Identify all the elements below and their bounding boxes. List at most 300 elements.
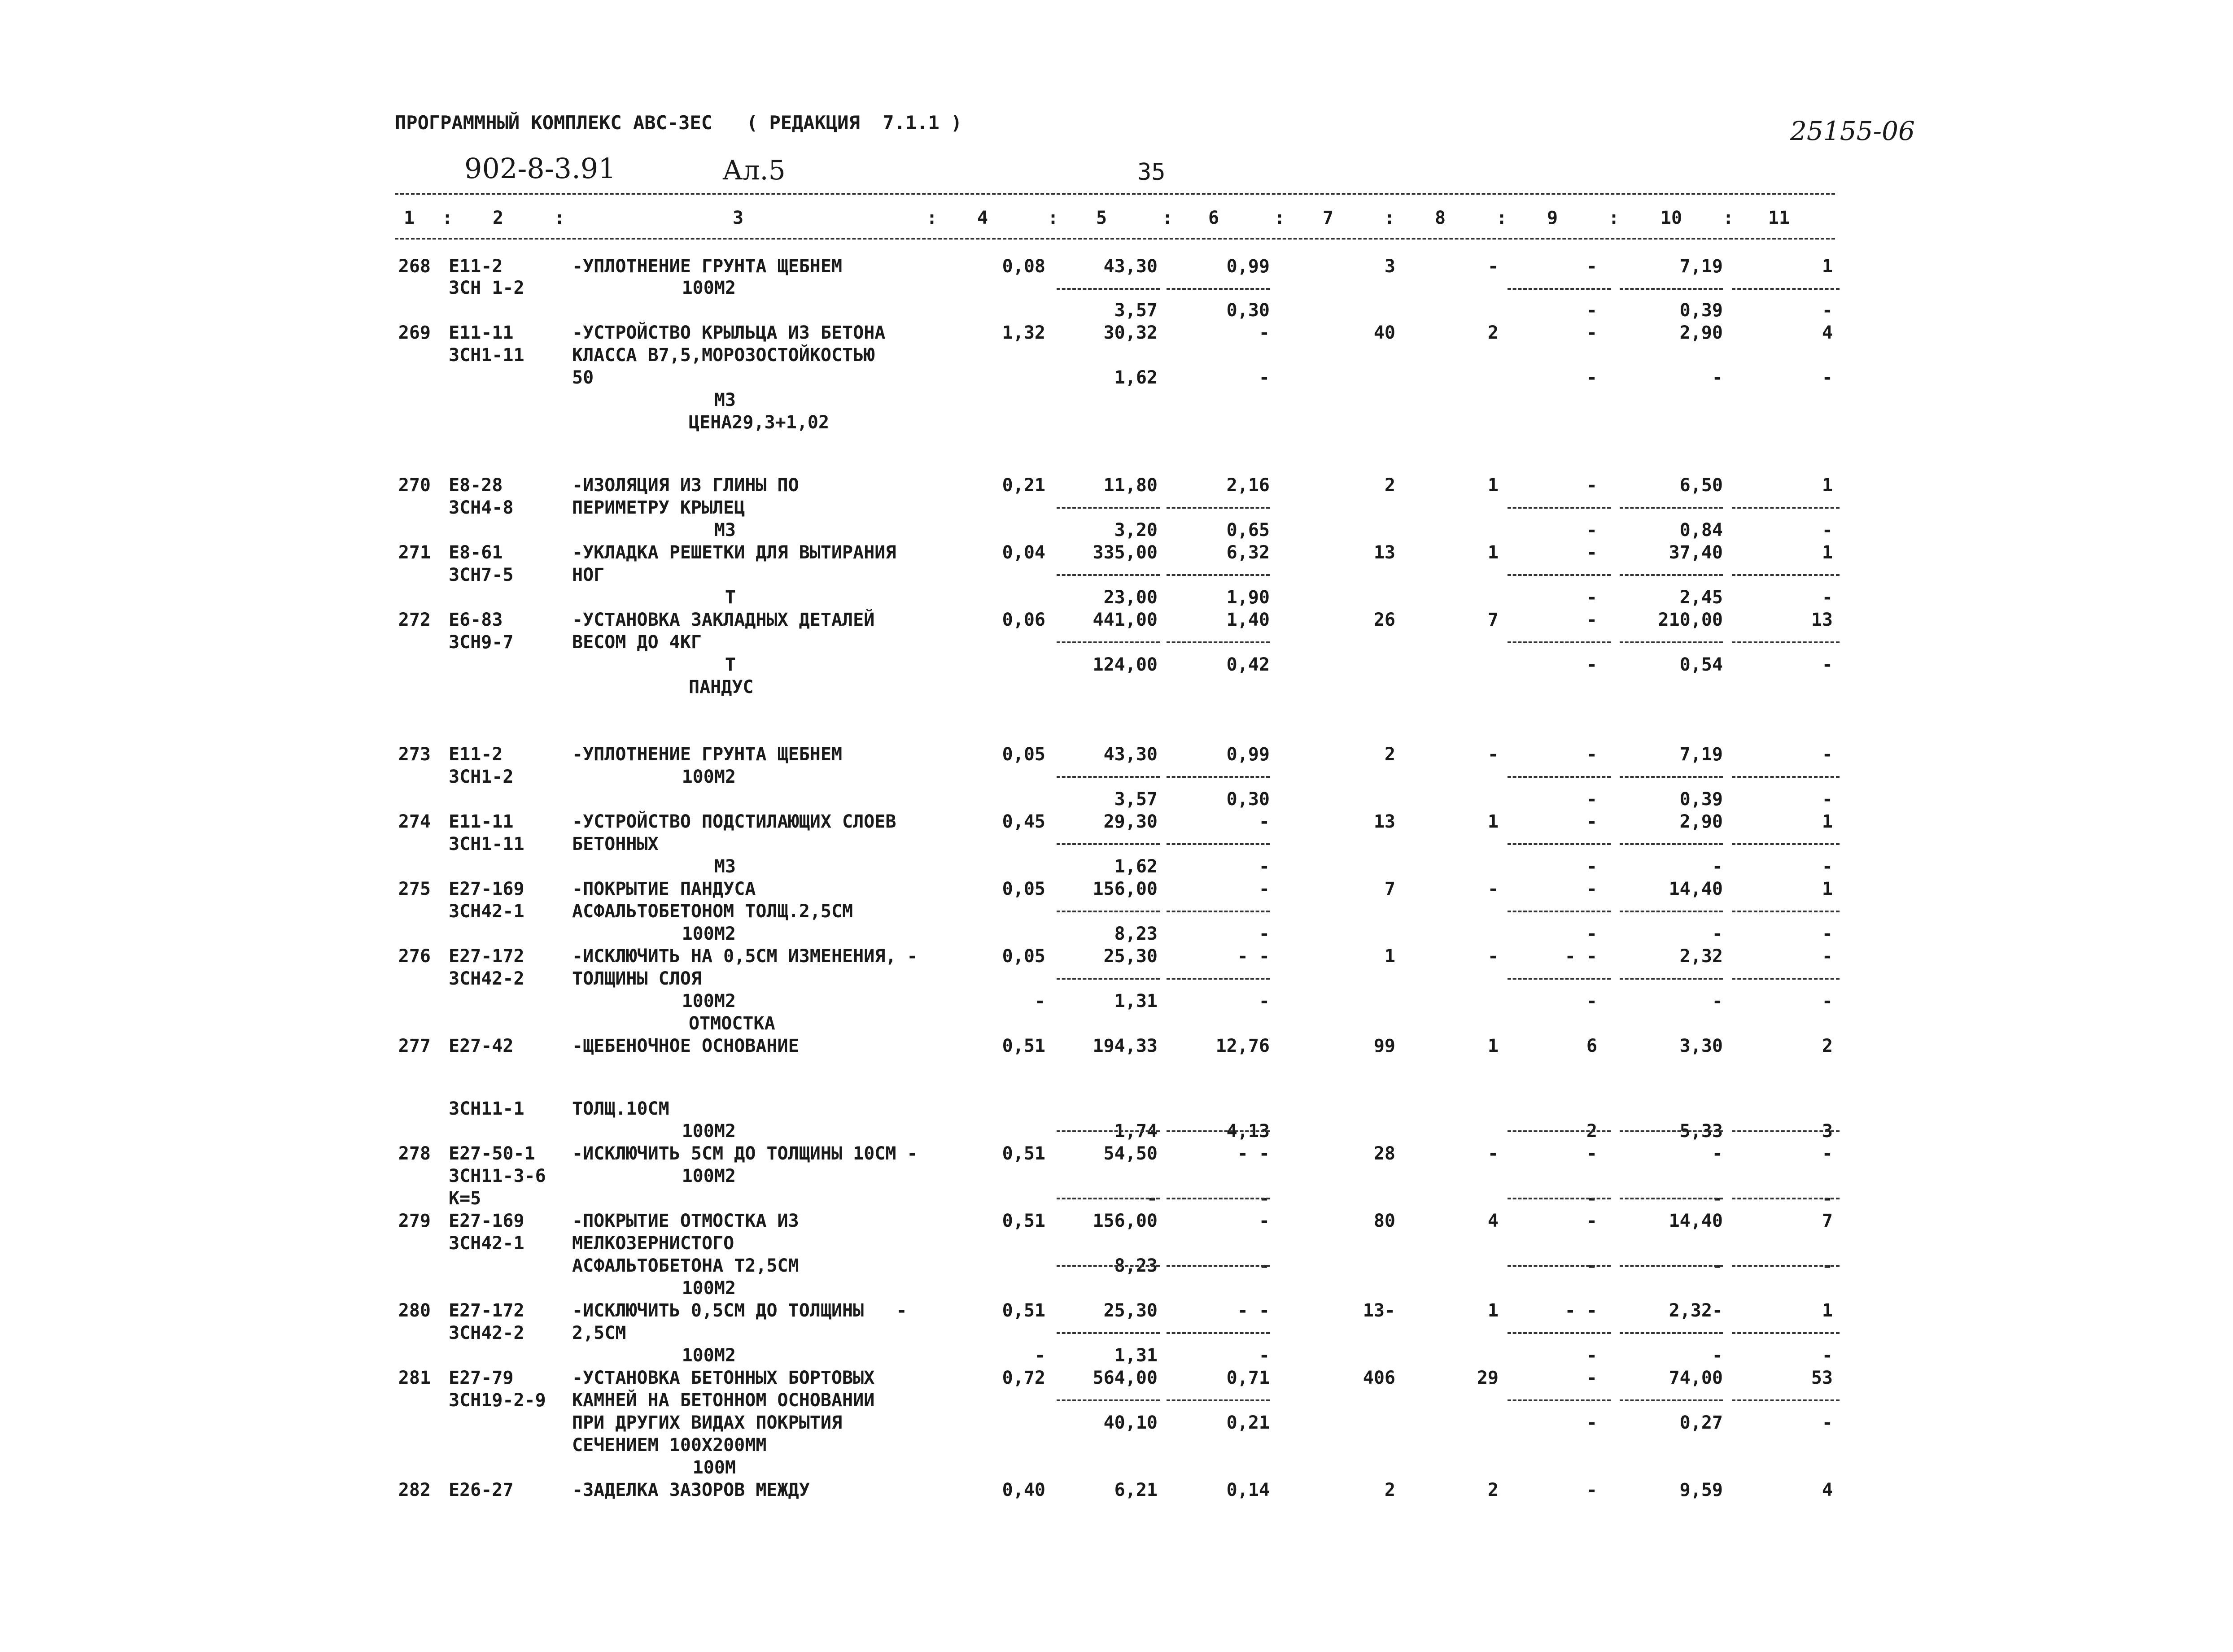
cell-c11: - <box>1822 367 1833 388</box>
cell-c6: - <box>1259 367 1270 388</box>
cell-desc: 100М2 <box>682 1345 736 1366</box>
cell-c7: 80 <box>1373 1211 1395 1231</box>
cell-c4: 0,04 <box>1002 542 1045 563</box>
row-separator <box>1732 1399 1840 1401</box>
cell-c10: 0,54 <box>1679 654 1723 675</box>
cell-c4: 0,40 <box>1002 1480 1045 1500</box>
cell-c5: 156,00 <box>1092 1211 1158 1231</box>
cell-c6: 0,99 <box>1226 256 1270 277</box>
cell-c10: 2,90 <box>1679 323 1723 343</box>
cell-c9: - <box>1586 300 1597 321</box>
cell-c10: 14,40 <box>1669 879 1723 899</box>
cell-no: 280 <box>398 1300 431 1321</box>
row-separator <box>1167 288 1270 290</box>
column-separator: : <box>1048 208 1059 228</box>
cell-c10: 37,40 <box>1669 542 1723 563</box>
cell-c5: 335,00 <box>1092 542 1158 563</box>
cell-c8: - <box>1487 256 1499 277</box>
row-separator <box>1508 1399 1611 1401</box>
cell-c9: - <box>1586 1255 1597 1276</box>
column-header-4: 4 <box>977 208 988 228</box>
cell-desc: -ЗАДЕЛКА ЗАЗОРОВ МЕЖДУ <box>572 1480 810 1500</box>
cell-c9: - <box>1586 1143 1597 1164</box>
cell-desc: НОГ <box>572 565 605 585</box>
cell-c4: - <box>1034 1345 1045 1366</box>
cell-no: 277 <box>398 1036 431 1056</box>
column-separator: : <box>1608 208 1620 228</box>
row-separator <box>1167 1198 1270 1199</box>
cell-c11: - <box>1822 1143 1833 1164</box>
cell-c9: - <box>1586 1188 1597 1209</box>
row-separator <box>1167 574 1270 576</box>
column-header-9: 9 <box>1547 208 1558 228</box>
cell-c7: 2 <box>1384 744 1395 765</box>
cell-no: 269 <box>398 323 431 343</box>
cell-c6: - - <box>1237 1143 1270 1164</box>
cell-c4: 0,51 <box>1002 1143 1045 1164</box>
cell-c6: 1,40 <box>1226 610 1270 630</box>
cell-c5: 564,00 <box>1092 1368 1158 1388</box>
cell-c9: - - <box>1564 946 1597 967</box>
row-separator <box>1508 1198 1611 1199</box>
row-separator <box>1167 843 1270 845</box>
cell-c11: 1 <box>1822 1300 1833 1321</box>
cell-c10: - <box>1712 856 1723 877</box>
cell-c6: 0,99 <box>1226 744 1270 765</box>
row-separator <box>1057 843 1160 845</box>
cell-c4: 0,08 <box>1002 256 1045 277</box>
cell-c10: - <box>1712 367 1723 388</box>
cell-code: Е27-42 <box>449 1036 514 1056</box>
cell-code: Е27-79 <box>449 1368 514 1388</box>
cell-c8: 1 <box>1487 542 1499 563</box>
cell-c9: - <box>1586 475 1597 496</box>
column-separator: : <box>1162 208 1173 228</box>
cell-c5: 156,00 <box>1092 879 1158 899</box>
cell-desc: 100М2 <box>682 278 736 298</box>
row-separator <box>1732 574 1840 576</box>
row-separator <box>1620 507 1723 509</box>
cell-c7: 13- <box>1363 1300 1395 1321</box>
cell-c8: - <box>1487 879 1499 899</box>
cell-code: 3СН42-1 <box>449 901 524 922</box>
cell-no: 273 <box>398 744 431 765</box>
cell-c9: - <box>1586 654 1597 675</box>
cell-c9: - <box>1586 323 1597 343</box>
row-separator <box>1508 288 1611 290</box>
cell-c10: 2,32- <box>1669 1300 1723 1321</box>
cell-c11: 13 <box>1811 610 1833 630</box>
cell-c4: 0,06 <box>1002 610 1045 630</box>
cell-desc: -УСТРОЙСТВО КРЫЛЬЦА ИЗ БЕТОНА <box>572 323 886 343</box>
cell-c11: 3 <box>1822 1121 1833 1142</box>
cell-code: 3СН42-1 <box>449 1233 524 1254</box>
cell-c6: - <box>1259 856 1270 877</box>
cell-desc: -УПЛОТНЕНИЕ ГРУНТА ЩЕБНЕМ <box>572 744 843 765</box>
cell-code: 3СН11-3-6 <box>449 1166 546 1186</box>
cell-c10: 6,50 <box>1679 475 1723 496</box>
cell-desc: -УСТАНОВКА ЗАКЛАДНЫХ ДЕТАЛЕЙ <box>572 610 875 630</box>
cell-desc: М3 <box>714 520 736 540</box>
cell-c6: 0,14 <box>1226 1480 1270 1500</box>
cell-desc: Т <box>725 654 736 675</box>
cell-c6: 12,76 <box>1215 1036 1270 1056</box>
cell-c10: - <box>1712 991 1723 1011</box>
cell-c4: 0,05 <box>1002 879 1045 899</box>
cell-code: Е8-61 <box>449 542 503 563</box>
row-separator <box>1620 911 1723 912</box>
cell-c9: - <box>1586 610 1597 630</box>
cell-desc: ПАНДУС <box>689 677 754 697</box>
row-separator <box>1508 978 1611 980</box>
cell-c6: - <box>1259 811 1270 832</box>
cell-c6: 6,32 <box>1226 542 1270 563</box>
cell-c9: - <box>1586 520 1597 540</box>
cell-code: 3СН7-5 <box>449 565 514 585</box>
cell-code: 3СН42-2 <box>449 1323 524 1343</box>
column-header-10: 10 <box>1660 208 1682 228</box>
column-header-7: 7 <box>1322 208 1334 228</box>
cell-c10: - <box>1712 924 1723 944</box>
row-separator <box>1057 978 1160 980</box>
row-separator <box>1732 507 1840 509</box>
row-separator <box>1057 1130 1160 1132</box>
cell-c8: 7 <box>1487 610 1499 630</box>
cell-c7: 99 <box>1373 1036 1395 1056</box>
cell-desc: МЕЛКОЗЕРНИСТОГО <box>572 1233 734 1254</box>
cell-no: 270 <box>398 475 431 496</box>
cell-c5: 43,30 <box>1103 256 1158 277</box>
column-separator: : <box>442 208 453 228</box>
cell-c11: 4 <box>1822 323 1833 343</box>
row-separator <box>1620 1198 1723 1199</box>
cell-desc: ПЕРИМЕТРУ КРЫЛЕЦ <box>572 497 745 518</box>
cell-code: 3СН4-8 <box>449 497 514 518</box>
row-separator <box>1508 911 1611 912</box>
cell-c6: 0,21 <box>1226 1412 1270 1433</box>
cell-code: Е11-2 <box>449 744 503 765</box>
cell-c6: 0,65 <box>1226 520 1270 540</box>
page-number: 35 <box>1137 159 1166 186</box>
cell-c5: 1,31 <box>1114 991 1158 1011</box>
cell-c10: 2,32 <box>1679 946 1723 967</box>
cell-c4: 0,51 <box>1002 1300 1045 1321</box>
cell-c7: 1 <box>1384 946 1395 967</box>
cell-c4: 0,51 <box>1002 1036 1045 1056</box>
cell-code: 3СН42-2 <box>449 968 524 989</box>
cell-desc: КЛАССА В7,5,МОРОЗОСТОЙКОСТЬЮ <box>572 345 875 366</box>
cell-desc: АСФАЛЬТОБЕТОНОМ ТОЛЩ.2,5СМ <box>572 901 853 922</box>
column-separator: : <box>1274 208 1285 228</box>
cell-c11: - <box>1822 789 1833 810</box>
header-rule-bottom <box>395 238 1835 240</box>
cell-c9: 2 <box>1586 1121 1597 1142</box>
row-separator <box>1620 978 1723 980</box>
cell-c5: 29,30 <box>1103 811 1158 832</box>
cell-c5: 8,23 <box>1114 924 1158 944</box>
cell-c5: 6,21 <box>1114 1480 1158 1500</box>
cell-code: Е27-50-1 <box>449 1143 535 1164</box>
cell-c6: - <box>1259 991 1270 1011</box>
cell-c5: 124,00 <box>1092 654 1158 675</box>
cell-c10: 9,59 <box>1679 1480 1723 1500</box>
cell-desc: 50 <box>572 367 594 388</box>
cell-c11: - <box>1822 1188 1833 1209</box>
cell-c9: - <box>1586 744 1597 765</box>
cell-c9: - <box>1586 991 1597 1011</box>
row-separator <box>1057 1265 1160 1267</box>
row-separator <box>1732 641 1840 643</box>
cell-code: 3СН1-11 <box>449 345 524 366</box>
cell-no: 274 <box>398 811 431 832</box>
row-separator <box>1057 776 1160 778</box>
cell-c4: 0,21 <box>1002 475 1045 496</box>
cell-code: Е6-83 <box>449 610 503 630</box>
cell-desc: -УСТАНОВКА БЕТОННЫХ БОРТОВЫХ <box>572 1368 875 1388</box>
cell-c5: 441,00 <box>1092 610 1158 630</box>
cell-c11: - <box>1822 587 1833 608</box>
cell-code: Е27-169 <box>449 879 524 899</box>
cell-c11: 2 <box>1822 1036 1833 1056</box>
row-separator <box>1620 776 1723 778</box>
row-separator <box>1732 1198 1840 1199</box>
cell-c5: 40,10 <box>1103 1412 1158 1433</box>
cell-c11: - <box>1822 1345 1833 1366</box>
cell-no: 279 <box>398 1211 431 1231</box>
cell-c11: 1 <box>1822 256 1833 277</box>
cell-desc: -ИСКЛЮЧИТЬ НА 0,5СМ ИЗМЕНЕНИЯ, - <box>572 946 918 967</box>
cell-no: 268 <box>398 256 431 277</box>
cell-c5: 23,00 <box>1103 587 1158 608</box>
cell-c6: - <box>1259 879 1270 899</box>
cell-c11: - <box>1822 991 1833 1011</box>
column-header-1: 1 <box>403 208 415 228</box>
cell-c9: - <box>1586 1368 1597 1388</box>
cell-c10: 0,39 <box>1679 789 1723 810</box>
row-separator <box>1057 574 1160 576</box>
cell-c10: - <box>1712 1255 1723 1276</box>
cell-c6: - <box>1259 1345 1270 1366</box>
cell-no: 275 <box>398 879 431 899</box>
row-separator <box>1732 288 1840 290</box>
cell-c5: 11,80 <box>1103 475 1158 496</box>
cell-desc: -УКЛАДКА РЕШЕТКИ ДЛЯ ВЫТИРАНИЯ <box>572 542 896 563</box>
row-separator <box>1732 911 1840 912</box>
cell-c10: 5,33 <box>1679 1121 1723 1142</box>
row-separator <box>1057 1399 1160 1401</box>
cell-c8: 1 <box>1487 1300 1499 1321</box>
cell-c9: - <box>1586 856 1597 877</box>
cell-c9: - <box>1586 1345 1597 1366</box>
cell-c8: 4 <box>1487 1211 1499 1231</box>
cell-code: 3СН11-1 <box>449 1098 524 1119</box>
cell-c10: 7,19 <box>1679 256 1723 277</box>
cell-c4: - <box>1034 991 1045 1011</box>
row-separator <box>1508 1332 1611 1334</box>
cell-desc: -УПЛОТНЕНИЕ ГРУНТА ЩЕБНЕМ <box>572 256 843 277</box>
cell-c11: 1 <box>1822 542 1833 563</box>
cell-c11: 1 <box>1822 811 1833 832</box>
cell-c6: - - <box>1237 1300 1270 1321</box>
cell-desc: -ПОКРЫТИЕ ОТМОСТКА ИЗ <box>572 1211 799 1231</box>
cell-c7: 28 <box>1373 1143 1395 1164</box>
cell-c6: - - <box>1237 946 1270 967</box>
cell-desc: 100М2 <box>682 924 736 944</box>
column-header-2: 2 <box>492 208 504 228</box>
cell-c11: - <box>1822 1412 1833 1433</box>
program-title: ПРОГРАММНЫЙ КОМПЛЕКС АВС-3ЕС ( РЕДАКЦИЯ 7.1.1 ) <box>395 112 962 134</box>
cell-c8: 1 <box>1487 811 1499 832</box>
cell-desc: -ИЗОЛЯЦИЯ ИЗ ГЛИНЫ ПО <box>572 475 799 496</box>
cell-c7: 3 <box>1384 256 1395 277</box>
cell-desc: 100М <box>692 1457 736 1478</box>
sheet-mark: Ал.5 <box>722 155 786 186</box>
cell-code: Е11-2 <box>449 256 503 277</box>
cell-desc: -ИСКЛЮЧИТЬ 0,5СМ ДО ТОЛЩИНЫ - <box>572 1300 907 1321</box>
cell-code: К=5 <box>449 1188 481 1209</box>
cell-c8: 2 <box>1487 323 1499 343</box>
column-header-8: 8 <box>1434 208 1446 228</box>
cell-c4: 0,72 <box>1002 1368 1045 1388</box>
cell-desc: 100М2 <box>682 767 736 787</box>
cell-c5: - <box>1146 1188 1158 1209</box>
cell-c11: - <box>1822 300 1833 321</box>
cell-c5: 8,23 <box>1114 1255 1158 1276</box>
cell-c6: 4,13 <box>1226 1121 1270 1142</box>
cell-desc: 100М2 <box>682 1121 736 1142</box>
row-separator <box>1057 911 1160 912</box>
cell-desc: -ЩЕБЕНОЧНОЕ ОСНОВАНИЕ <box>572 1036 799 1056</box>
cell-c11: - <box>1822 924 1833 944</box>
row-separator <box>1057 1198 1160 1199</box>
row-separator <box>1057 1332 1160 1334</box>
cell-code: Е8-28 <box>449 475 503 496</box>
cell-c7: 26 <box>1373 610 1395 630</box>
cell-c5: 30,32 <box>1103 323 1158 343</box>
cell-c6: - <box>1259 924 1270 944</box>
row-separator <box>1732 1265 1840 1267</box>
cell-c4: 0,05 <box>1002 946 1045 967</box>
cell-c5: 25,30 <box>1103 1300 1158 1321</box>
cell-c10: 0,39 <box>1679 300 1723 321</box>
cell-c8: 2 <box>1487 1480 1499 1500</box>
cell-desc: Т <box>725 587 736 608</box>
cell-desc: ВЕСОМ ДО 4КГ <box>572 632 702 653</box>
column-separator: : <box>926 208 938 228</box>
cell-code: 3СН19-2-9 <box>449 1390 546 1411</box>
cell-c6: - <box>1259 1255 1270 1276</box>
cell-desc: АСФАЛЬТОБЕТОНА Т2,5СМ <box>572 1255 799 1276</box>
cell-no: 278 <box>398 1143 431 1164</box>
row-separator <box>1620 288 1723 290</box>
cell-desc: М3 <box>714 856 736 877</box>
row-separator <box>1167 1130 1270 1132</box>
cell-c9: - <box>1586 1480 1597 1500</box>
cell-no: 276 <box>398 946 431 967</box>
cell-c10: 3,30 <box>1679 1036 1723 1056</box>
row-separator <box>1508 641 1611 643</box>
row-separator <box>1620 1399 1723 1401</box>
cell-desc: ТОЛЩИНЫ СЛОЯ <box>572 968 702 989</box>
cell-c7: 7 <box>1384 879 1395 899</box>
cell-code: Е11-11 <box>449 811 514 832</box>
cell-c9: - <box>1586 924 1597 944</box>
cell-c8: - <box>1487 1143 1499 1164</box>
cell-c10: - <box>1712 1345 1723 1366</box>
cell-desc: СЕЧЕНИЕМ 100Х200ММ <box>572 1435 767 1456</box>
cell-c4: 0,45 <box>1002 811 1045 832</box>
cell-c6: 2,16 <box>1226 475 1270 496</box>
cell-desc: -ИСКЛЮЧИТЬ 5СМ ДО ТОЛЩИНЫ 10СМ - <box>572 1143 918 1164</box>
column-header-6: 6 <box>1208 208 1219 228</box>
cell-c9: - <box>1586 256 1597 277</box>
cell-c4: 0,05 <box>1002 744 1045 765</box>
row-separator <box>1620 574 1723 576</box>
row-separator <box>1732 776 1840 778</box>
row-separator <box>1167 911 1270 912</box>
cell-c5: 3,57 <box>1114 300 1158 321</box>
cell-c9: - - <box>1564 1300 1597 1321</box>
header-rule-top <box>395 193 1835 195</box>
cell-c9: - <box>1586 879 1597 899</box>
cell-c8: 1 <box>1487 1036 1499 1056</box>
row-separator <box>1508 776 1611 778</box>
cell-code: 3СН1-11 <box>449 834 524 854</box>
row-separator <box>1732 1130 1840 1132</box>
row-separator <box>1167 1265 1270 1267</box>
cell-c7: 2 <box>1384 1480 1395 1500</box>
cell-no: 281 <box>398 1368 431 1388</box>
cell-c6: - <box>1259 323 1270 343</box>
row-separator <box>1167 1332 1270 1334</box>
cell-c6: 0,30 <box>1226 300 1270 321</box>
row-separator <box>1620 1130 1723 1132</box>
cell-desc: 100М2 <box>682 1166 736 1186</box>
cell-c10: 2,45 <box>1679 587 1723 608</box>
cell-desc: ПРИ ДРУГИХ ВИДАХ ПОКРЫТИЯ <box>572 1412 843 1433</box>
cell-c10: 14,40 <box>1669 1211 1723 1231</box>
row-separator <box>1620 641 1723 643</box>
cell-c5: 3,20 <box>1114 520 1158 540</box>
cell-code: Е26-27 <box>449 1480 514 1500</box>
cell-c11: 4 <box>1822 1480 1833 1500</box>
cell-c5: 54,50 <box>1103 1143 1158 1164</box>
cell-c9: - <box>1586 1211 1597 1231</box>
cell-c9: - <box>1586 542 1597 563</box>
cell-c10: 0,84 <box>1679 520 1723 540</box>
row-separator <box>1167 1399 1270 1401</box>
column-header-3: 3 <box>732 208 744 228</box>
row-separator <box>1732 978 1840 980</box>
row-separator <box>1167 641 1270 643</box>
row-separator <box>1167 776 1270 778</box>
cell-desc: -ПОКРЫТИЕ ПАНДУСА <box>572 879 756 899</box>
cell-desc: КАМНЕЙ НА БЕТОННОМ ОСНОВАНИИ <box>572 1390 875 1411</box>
row-separator <box>1057 507 1160 509</box>
row-separator <box>1620 843 1723 845</box>
cell-c6: - <box>1259 1188 1270 1209</box>
cell-desc: 100М2 <box>682 1278 736 1299</box>
cell-desc: -УСТРОЙСТВО ПОДСТИЛАЮЩИХ СЛОЕВ <box>572 811 896 832</box>
row-separator <box>1057 641 1160 643</box>
column-separator: : <box>554 208 565 228</box>
cell-code: Е27-172 <box>449 946 524 967</box>
cell-c10: 0,27 <box>1679 1412 1723 1433</box>
row-separator <box>1732 843 1840 845</box>
cell-c10: 2,90 <box>1679 811 1723 832</box>
row-separator <box>1620 1265 1723 1267</box>
row-separator <box>1508 507 1611 509</box>
